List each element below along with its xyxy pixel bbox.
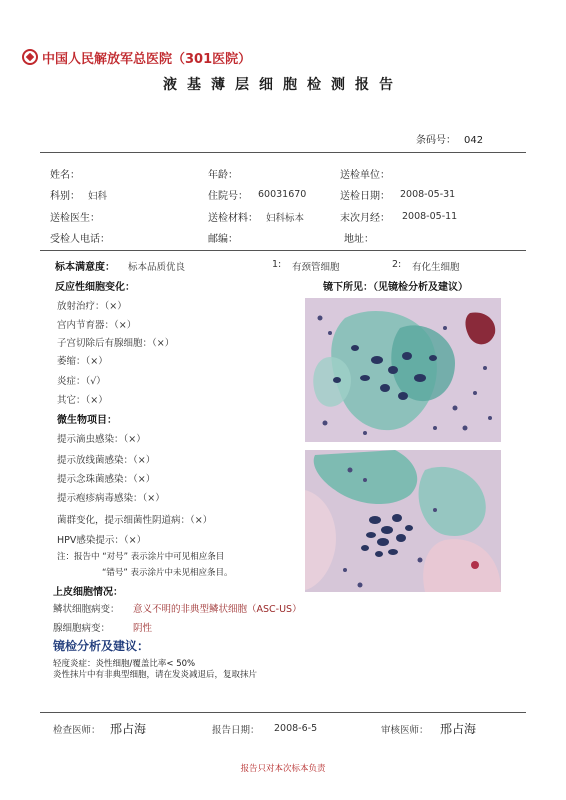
barcode: 条码号： 042 [416, 135, 484, 146]
microbe-item: 提示疱疹病毒感染：（×） [57, 493, 165, 504]
micrograph-top [305, 298, 501, 442]
epithelial-heading: 上皮细胞情况： [53, 587, 123, 598]
sample-opt2: 有化生细胞 [412, 262, 460, 273]
report-title: 液基薄层细胞检测报告 [163, 77, 403, 93]
reactive-item: 其它：（×） [57, 395, 108, 406]
doctor-label: 送检医生： [50, 213, 100, 224]
reactive-item: 萎缩：（×） [57, 356, 108, 367]
glandular-label: 腺细胞病变： [53, 623, 111, 634]
inpatient-label: 住院号： [208, 191, 248, 202]
address-label: 地址： [344, 234, 374, 245]
microbe-item: 提示滴虫感染：（×） [57, 434, 146, 445]
reactive-item: 炎症：（√） [57, 376, 106, 387]
examiner-label: 检查医师： [53, 725, 101, 736]
sample-label: 标本满意度： [55, 262, 115, 273]
note-line1: 注：报告中 “对号” 表示涂片中可见相应条目 [57, 552, 225, 562]
inpatient-value: 60031670 [258, 189, 307, 200]
reactive-item: 宫内节育器：（×） [57, 320, 137, 331]
sample-opt1: 有颈管细胞 [292, 262, 340, 273]
analysis-line1: 轻度炎症：炎性细胞/覆盖比率< 50% [53, 659, 196, 669]
report-date-label: 报告日期： [212, 725, 260, 736]
name-label: 姓名： [50, 170, 80, 181]
microscope-heading: 镜下所见：（见镜检分析及建议） [323, 282, 468, 293]
micrograph-bottom [305, 450, 501, 592]
reactive-item: 子宫切除后有腺细胞：（×） [57, 338, 175, 349]
lmp-label: 末次月经： [340, 213, 390, 224]
analysis-line2: 炎性抹片中有非典型细胞，请在发炎减退后，复取抹片 [53, 670, 258, 680]
microbe-item: 提示放线菌感染：（×） [57, 455, 156, 466]
dept-value: 妇科 [88, 191, 108, 202]
glandular-value: 阴性 [133, 623, 153, 634]
sample-opt1-num: 1: [272, 259, 282, 270]
hospital-logo-icon [22, 49, 38, 65]
date-label: 送检日期： [340, 191, 390, 202]
date-value: 2008-05-31 [400, 189, 456, 200]
reviewer-label: 审核医师： [381, 725, 429, 736]
reviewer-signature: 邢占海 [440, 722, 477, 736]
note-line2: “错号” 表示涂片中未见相应条目。 [102, 568, 233, 578]
report-date-value: 2008-6-5 [274, 723, 318, 734]
info-divider [40, 250, 526, 251]
sample-opt2-num: 2: [392, 259, 402, 270]
microbe-item: 菌群变化，提示细菌性阴道病：（×） [57, 515, 213, 526]
footer-divider [40, 712, 526, 713]
microbe-heading: 微生物项目： [57, 415, 117, 426]
microbe-item: HPV感染提示：（×） [57, 535, 147, 546]
disclaimer: 报告只对本次标本负责 [240, 764, 326, 774]
reactive-heading: 反应性细胞变化： [55, 282, 135, 293]
squamous-label: 鳞状细胞病变： [53, 604, 120, 615]
material-label: 送检材料： [208, 213, 258, 224]
phone-label: 受检人电话： [50, 234, 110, 245]
squamous-value: 意义不明的非典型鳞状细胞（ASC-US） [133, 604, 302, 615]
micrograph-bottom-image [305, 450, 501, 592]
post-label: 邮编： [208, 234, 238, 245]
analysis-heading: 镜检分析及建议： [53, 639, 150, 653]
age-label: 年龄： [208, 170, 238, 181]
lmp-value: 2008-05-11 [402, 211, 458, 222]
reactive-item: 放射治疗：（×） [57, 301, 127, 312]
dept-label: 科别： [50, 191, 80, 202]
unit-label: 送检单位： [340, 170, 390, 181]
material-value: 妇科标本 [266, 213, 305, 224]
header-divider [40, 152, 526, 153]
micrograph-top-image [305, 298, 501, 442]
sample-value: 标本品质优良 [128, 262, 186, 273]
examiner-signature: 邢占海 [110, 722, 147, 736]
microbe-item: 提示念珠菌感染：（×） [57, 474, 156, 485]
hospital-name: 中国人民解放军总医院（301医院） [22, 48, 251, 67]
